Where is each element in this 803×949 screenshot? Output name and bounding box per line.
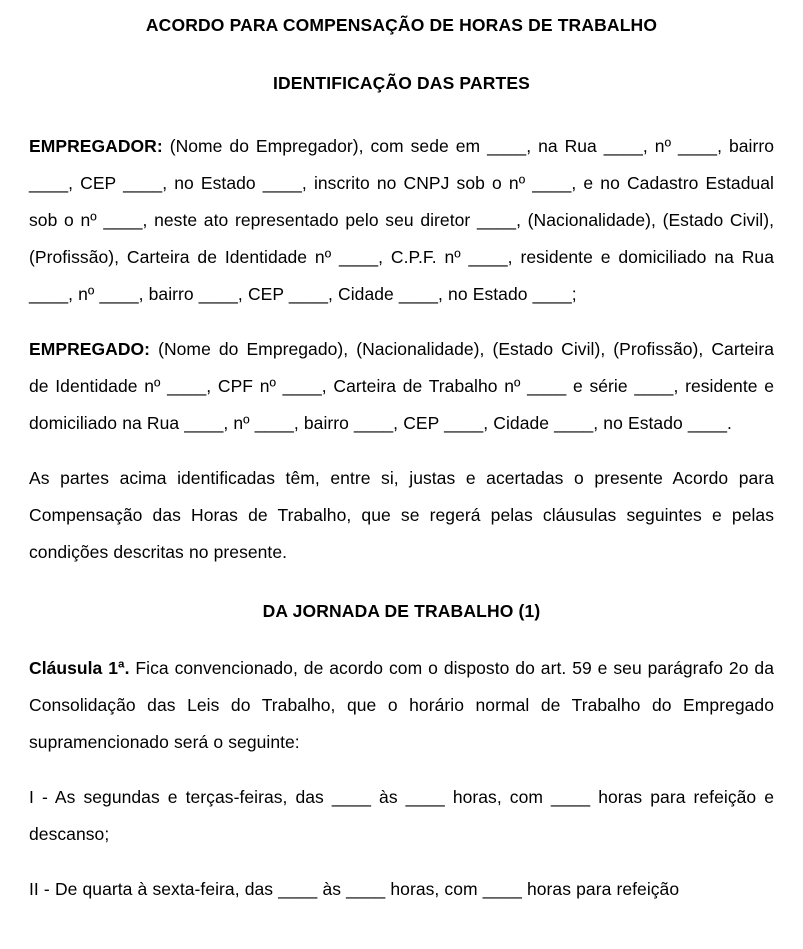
spacer [29,442,774,460]
clausula-1-label: Cláusula 1ª. [29,658,130,678]
spacer [29,630,774,650]
item-text-i: As segundas e terças-feiras, das ____ às ____ horas, com ____ horas para refeição e descanso; [29,787,774,844]
paragraph-clausula-1 [29,650,774,761]
empregado-label: EMPREGADO: [29,339,151,359]
spacer [29,313,774,331]
clausula-1-text: Fica convencionado, de acordo com o disposto do art. 59 e seu parágrafo 2o da Consolidação das Leis do Trabalho, que o horário normal de Trabalho do Empregado supramencionado será o seguinte: [29,658,774,752]
paragraph-empregador [29,128,774,313]
section-heading-jornada: DA JORNADA DE TRABALHO (1) [262,601,541,621]
empregado-text: (Nome do Empregado), (Nacionalidade), (Estado Civil), (Profissão), Carteira de Identidade nº ____, CPF nº ____, Carteira de Trabalho nº ____ e série ____, residente e domiciliado na Rua ____, nº ____, bairro ____, CEP ____, Cidade ____, no Estado ____. [29,339,774,433]
spacer [29,853,774,871]
empregador-text: (Nome do Empregador), com sede em ____, na Rua ____, nº ____, bairro ____, CEP ____, no Estado ____, inscrito no CNPJ sob o nº ____, e no Cadastro Estadual sob o nº ____, neste ato representado pelo seu diretor ____, (Nacionalidade), (Estado Civil), (Profissão), Carteira de Identidade nº ____, C.P.F. nº ____, residente e domiciliado na Rua ____, nº ____, bairro ____, CEP ____, Cidade ____, no Estado ____; [29,136,774,304]
spacer [29,44,774,65]
list-item [29,871,774,908]
spacer [29,571,774,593]
section-heading-identificacao: IDENTIFICAÇÃO DAS PARTES [272,73,531,93]
empregador-label: EMPREGADOR: [29,136,163,156]
spacer [29,102,774,128]
spacer [29,761,774,779]
item-marker-i: I - [29,787,55,807]
paragraph-preamble: As partes acima identificadas têm, entre si, justas e acertadas o presente Acordo para Compensação das Horas de Trabalho, que se regerá pelas cláusulas seguintes e pelas condições descritas no presente. [29,468,774,562]
page-title: ACORDO PARA COMPENSAÇÃO DE HORAS DE TRABALHO [145,15,658,35]
list-item [29,779,774,853]
item-marker-ii: II - [29,879,55,899]
item-text-ii: De quarta à sexta-feira, das ____ às ____ horas, com ____ horas para refeição [54,879,680,899]
paragraph-empregado [29,331,774,442]
